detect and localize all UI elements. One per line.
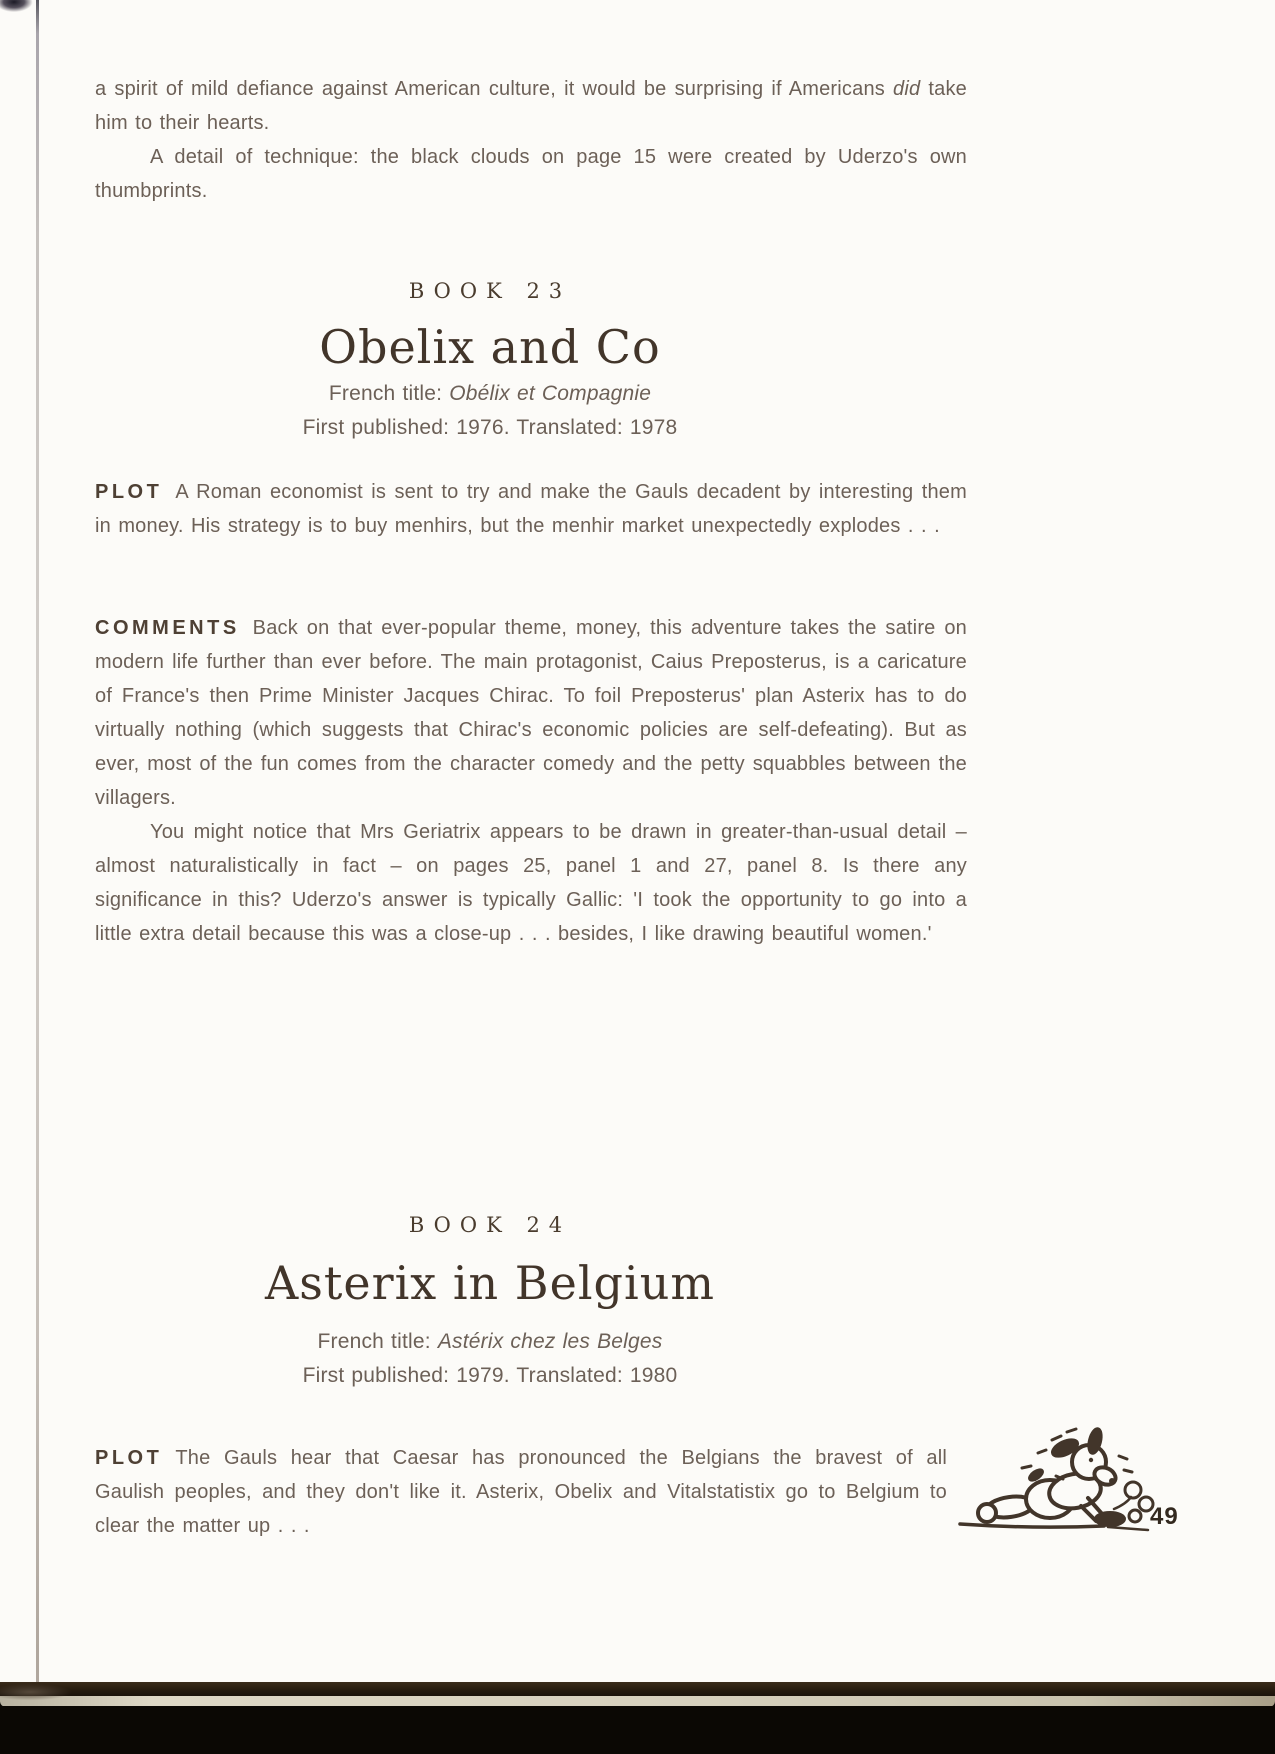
page-number: 49 [1150, 1503, 1179, 1530]
book23-plot [95, 475, 967, 543]
book23-published: First published: 1976. Translated: 1978 [302, 416, 678, 439]
plot-text: The Gauls hear that Caesar has pronounced the Belgians the bravest of all Gaulish peoples, and they don't like it. Asterix, Obelix and Vitalstatistix go to Belgium to clear the matter up . . . [95, 1447, 947, 1537]
book23-label: BOOK 23 [408, 279, 572, 303]
page-gutter-shadow [36, 0, 39, 1684]
book24-published: First published: 1979. Translated: 1980 [302, 1364, 678, 1387]
book24-french-title-italic: Astérix chez les Belges [437, 1330, 663, 1353]
plot-label: PLOT [95, 481, 163, 503]
comments-text-1: Back on that ever-popular theme, money, this adventure takes the satire on modern life further than ever before. The main protagonist, Caius Preposterus, is a caricature of France's then Prime Minister Jacques Chirac. To foil Preposterus' plan Asterix has to do virtually nothing (which suggests that Chirac's economic policies are self-defeating). But as ever, most of the fun comes from the character comedy and the petty squabbles between the villagers. [95, 617, 967, 809]
intro-p1-italic: did [893, 78, 921, 100]
intro-section [95, 72, 967, 208]
background-below-book [0, 1706, 1275, 1754]
intro-p1-tail: take him to their hearts. [95, 78, 967, 134]
plot-text: A Roman economist is sent to try and make the Gauls decadent by interesting them in money. His strategy is to buy menhirs, but the menhir market unexpectedly explodes . . . [95, 481, 967, 537]
book23-french-title-italic: Obélix et Compagnie [449, 382, 652, 405]
book23-french-title: French title: Obélix et Compagnie [328, 382, 652, 405]
book24-french-title: French title: Astérix chez les Belges [317, 1330, 663, 1353]
book23-title: Obelix and Co [319, 320, 661, 374]
comments-text-2: You might notice that Mrs Geriatrix appears to be drawn in greater-than-usual detail – almost naturalistically in fact – on pages 25, panel 1 and 27, panel 8. Is there any significance in this? Uderzo's answer is typically Gallic: 'I took the opportunity to go into a little extra detail because this was a close-up . . . besides, I like drawing beautiful women.' [95, 821, 967, 945]
intro-paragraph-1 [95, 72, 967, 140]
book24-title: Asterix in Belgium [265, 1256, 715, 1310]
binding-corner-shadow [0, 0, 70, 34]
book24-plot [95, 1441, 947, 1543]
comments-label: COMMENTS [95, 617, 240, 639]
intro-p1-text: a spirit of mild defiance against American culture, it would be surprising if Americans [95, 78, 894, 100]
plot-label: PLOT [95, 1447, 163, 1469]
dogmatix-digging-illustration [952, 1396, 1167, 1548]
book-edge-notch [0, 1678, 110, 1704]
book23-comments [95, 611, 967, 951]
intro-paragraph-2: A detail of technique: the black clouds on page 15 were created by Uderzo's own thumbprints. [95, 146, 967, 202]
book24-label: BOOK 24 [408, 1213, 572, 1237]
